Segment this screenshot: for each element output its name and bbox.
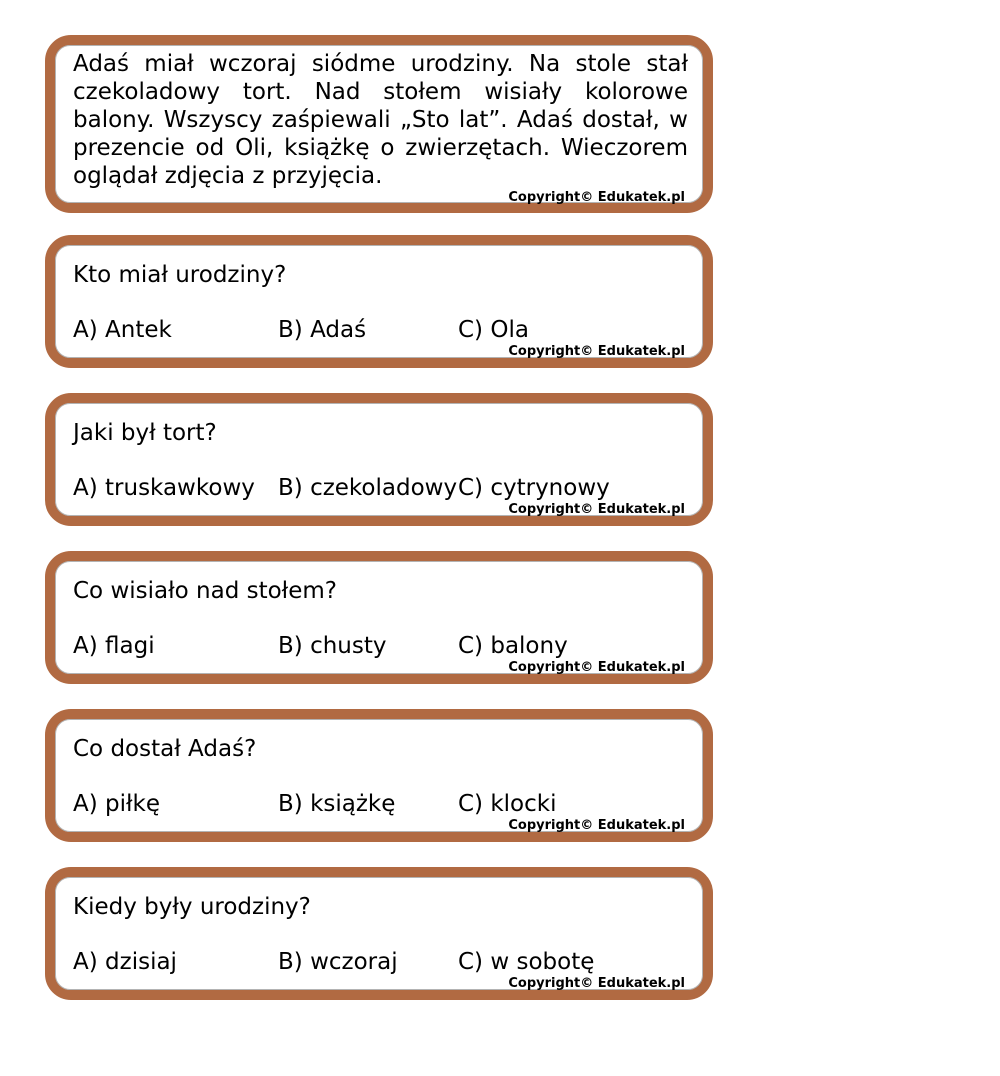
options-row [73,948,688,976]
answer-option-a: A) truskawkowy [73,475,255,501]
question-card-inner [55,719,703,832]
answer-option-a: A) Antek [73,317,172,343]
answer-option-a: A) dzisiaj [73,949,177,975]
options-row [73,474,688,502]
answer-option-c: C) balony [458,633,568,659]
answer-option-c: C) cytrynowy [458,475,610,501]
question-card-inner [55,877,703,990]
question-card-3 [45,551,713,684]
copyright-notice: Copyright© Edukatek.pl [508,190,685,205]
passage-card [45,35,713,213]
answer-option-a: A) piłkę [73,791,161,817]
passage-card-inner [55,45,703,203]
copyright-notice: Copyright© Edukatek.pl [508,344,685,359]
answer-option-b: B) chusty [278,633,387,659]
copyright-notice: Copyright© Edukatek.pl [508,502,685,517]
answer-option-b: B) wczoraj [278,949,398,975]
passage-text: Adaś miał wczoraj siódme urodziny. Na stole stał czekoladowy tort. Nad stołem wisiały kolorowe balony. Wszyscy zaśpiewali „Sto lat”. Adaś dostał, w prezencie od Oli, książkę o zwierzętach. Wieczorem oglądał zdjęcia z przyjęcia. [73,51,688,189]
question-text: Co wisiało nad stołem? [73,578,337,604]
copyright-notice: Copyright© Edukatek.pl [508,660,685,675]
copyright-notice: Copyright© Edukatek.pl [508,818,685,833]
copyright-notice: Copyright© Edukatek.pl [508,976,685,991]
question-card-inner [55,403,703,516]
question-card-5 [45,867,713,1000]
question-text: Kto miał urodziny? [73,262,287,288]
answer-option-c: C) Ola [458,317,529,343]
answer-option-b: B) książkę [278,791,396,817]
question-text: Kiedy były urodziny? [73,894,311,920]
question-text: Co dostał Adaś? [73,736,257,762]
answer-option-b: B) czekoladowy [278,475,458,501]
options-row [73,632,688,660]
options-row [73,790,688,818]
options-row [73,316,688,344]
question-text: Jaki był tort? [73,420,217,446]
question-card-2 [45,393,713,526]
question-card-1 [45,235,713,368]
question-card-inner [55,245,703,358]
answer-option-c: C) w sobotę [458,949,595,975]
question-card-4 [45,709,713,842]
answer-option-c: C) klocki [458,791,557,817]
question-card-inner [55,561,703,674]
answer-option-b: B) Adaś [278,317,367,343]
answer-option-a: A) flagi [73,633,155,659]
